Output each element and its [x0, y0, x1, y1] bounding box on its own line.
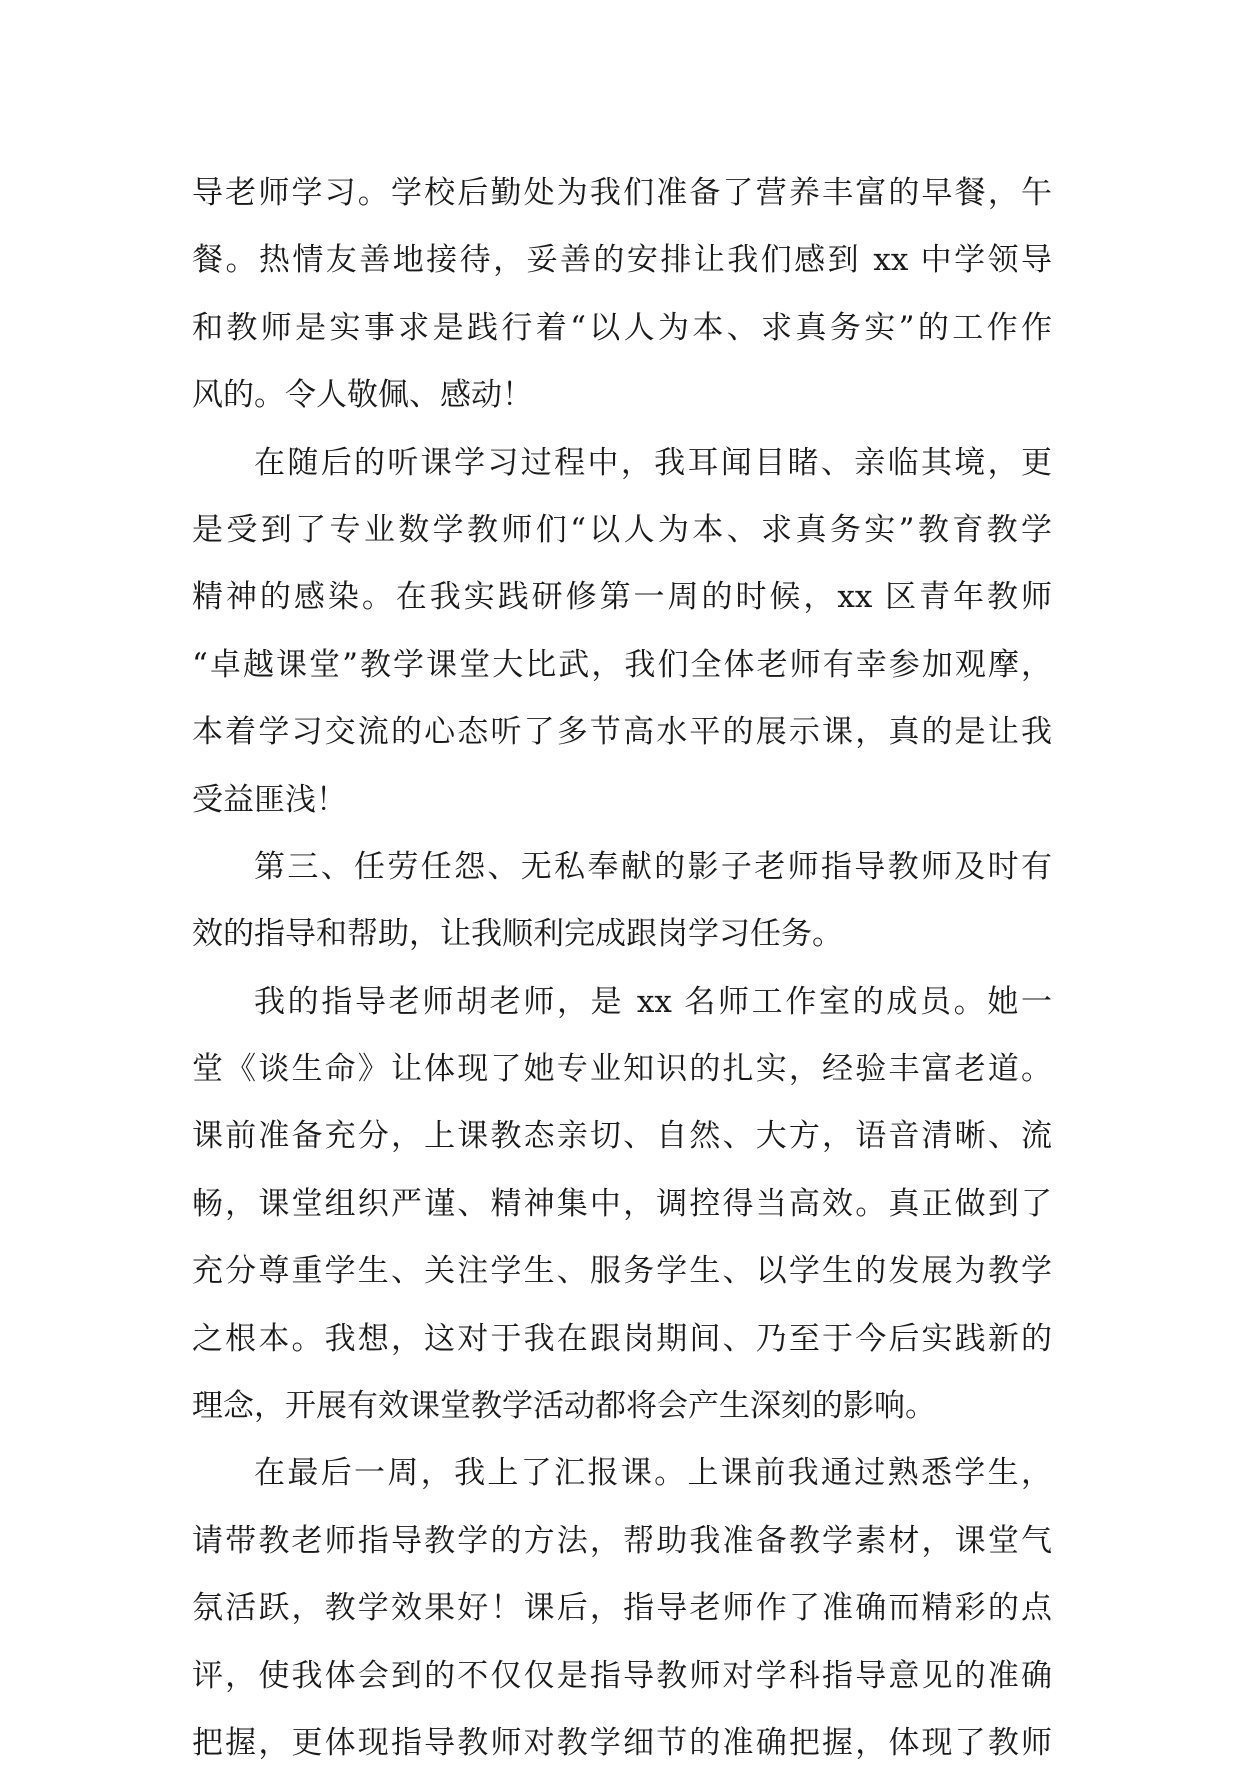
- text-line: 受益匪浅！: [192, 781, 347, 818]
- text-line: “卓越课堂”教学课堂大比武，我们全体老师有幸参加观摩，: [192, 646, 1052, 683]
- text-line: 氛活跃，教学效果好！课后，指导老师作了准确而精彩的点: [192, 1590, 1052, 1627]
- text-line: 第三、任劳任怨、无私奉献的影子老师指导教师及时有: [254, 848, 1052, 885]
- paragraph: [192, 1440, 1052, 1777]
- text-line: 堂《谈生命》让体现了她专业知识的扎实，经验丰富老道。: [192, 1051, 1052, 1088]
- text-line: 充分尊重学生、关注学生、服务学生、以学生的发展为教学: [192, 1253, 1052, 1290]
- text-line: 是受到了专业数学教师们“以人为本、求真务实”教育教学: [192, 511, 1052, 548]
- paragraph: [192, 160, 1052, 430]
- text-line: 在随后的听课学习过程中，我耳闻目睹、亲临其境，更: [254, 444, 1052, 481]
- text-line: 之根本。我想，这对于我在跟岗期间、乃至于今后实践新的: [192, 1320, 1052, 1357]
- text-line: 导老师学习。学校后勤处为我们准备了营养丰富的早餐，午: [192, 175, 1052, 211]
- text-line: 把握，更体现指导教师对教学细节的准确把握，体现了教师: [192, 1724, 1052, 1761]
- text-line: 在最后一周，我上了汇报课。上课前我通过熟悉学生，: [254, 1455, 1052, 1492]
- paragraph: [192, 969, 1052, 1441]
- text-line: 请带教老师指导教学的方法，帮助我准备教学素材，课堂气: [192, 1522, 1052, 1559]
- text-line: 评，使我体会到的不仅仅是指导教师对学科指导意见的准确: [192, 1657, 1052, 1694]
- text-line: 课前准备充分，上课教态亲切、自然、大方，语音清晰、流: [192, 1118, 1052, 1155]
- text-line: 餐。热情友善地接待，妥善的安排让我们感到 xx 中学领导: [192, 242, 1052, 279]
- text-line: 效的指导和帮助，让我顺利完成跟岗学习任务。: [192, 916, 843, 953]
- text-line: 理念，开展有效课堂教学活动都将会产生深刻的影响。: [192, 1388, 936, 1425]
- text-line: 和教师是实事求是践行着“以人为本、求真务实”的工作作: [192, 309, 1052, 346]
- text-line: 风的。令人敬佩、感动！: [192, 377, 533, 414]
- text-line: 畅，课堂组织严谨、精神集中，调控得当高效。真正做到了: [192, 1185, 1052, 1222]
- text-line: 我的指导老师胡老师，是 xx 名师工作室的成员。她一: [254, 983, 1052, 1020]
- text-line: 精神的感染。在我实践研修第一周的时候，xx 区青年教师: [192, 579, 1052, 616]
- paragraph: [192, 834, 1052, 969]
- paragraph: [192, 430, 1052, 834]
- document-body: [192, 160, 1052, 1777]
- text-line: 本着学习交流的心态听了多节高水平的展示课，真的是让我: [192, 714, 1052, 751]
